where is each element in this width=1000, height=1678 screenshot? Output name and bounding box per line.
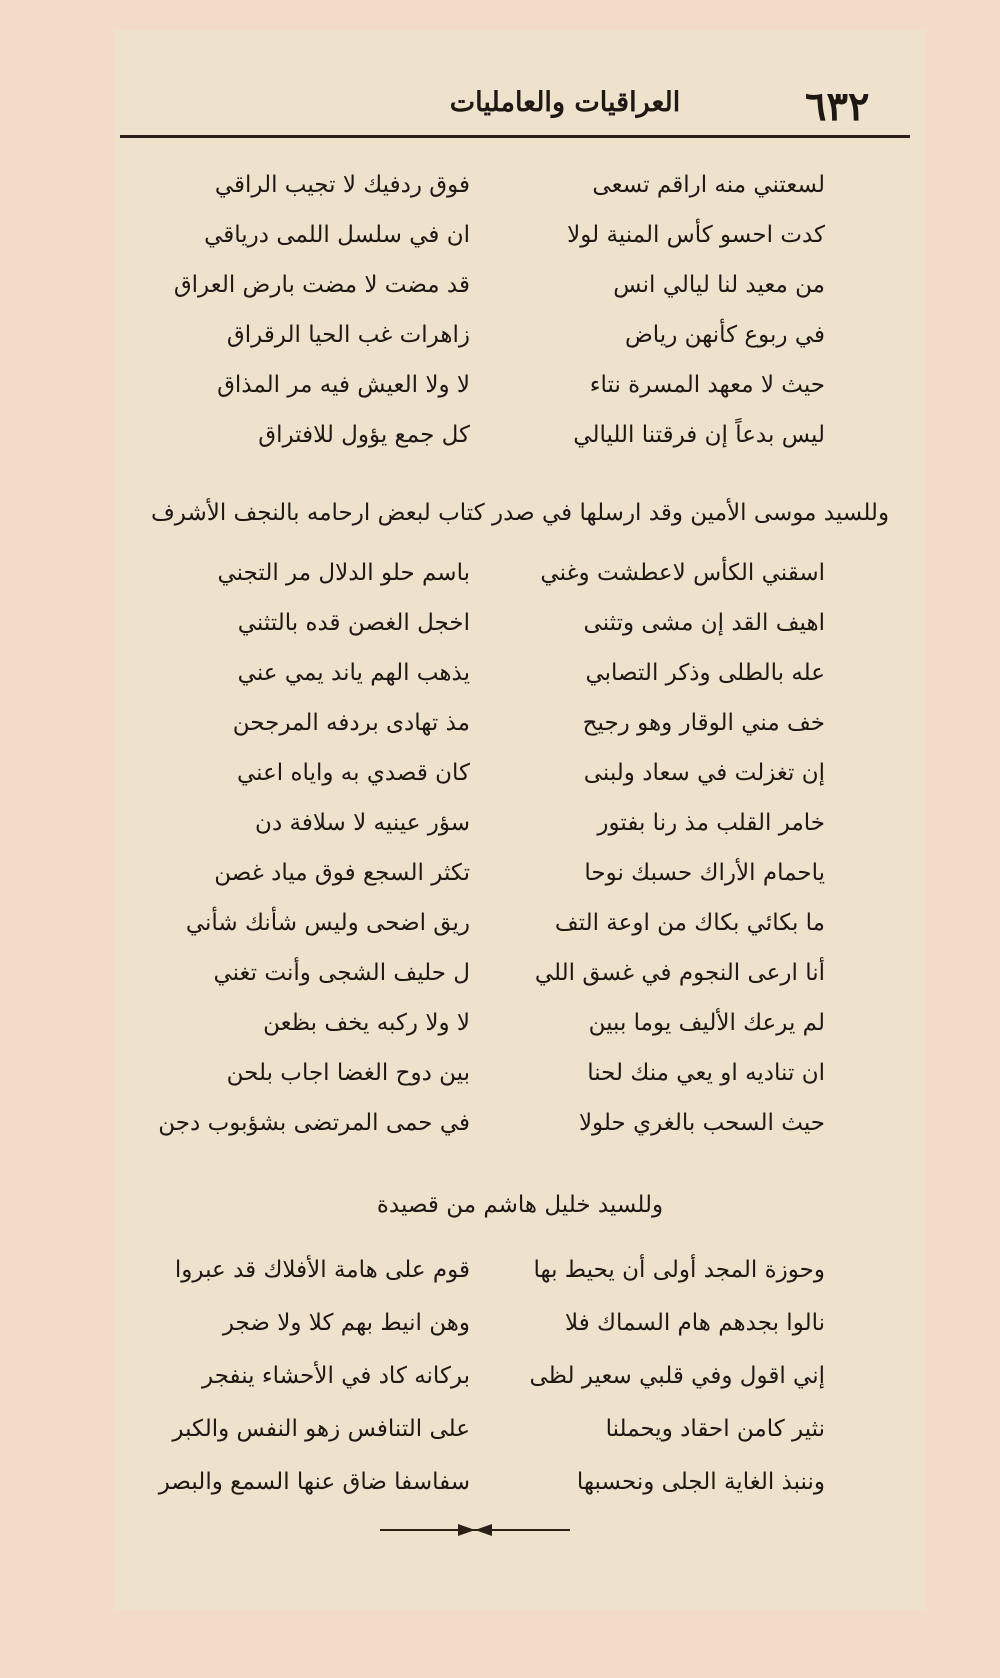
second-hemistich: بين دوح الغضا اجاب بلحن: [226, 1060, 470, 1086]
verse-line: [115, 160, 925, 210]
verse-line: [115, 648, 925, 698]
second-hemistich: لا ولا العيش فيه مر المذاق: [217, 372, 470, 398]
first-hemistich: خامر القلب مذ رنا بفتور: [597, 810, 825, 836]
verse-line: [115, 798, 925, 848]
verse-line: [115, 898, 925, 948]
second-hemistich: ان في سلسل اللمى درياقي: [204, 222, 470, 248]
first-hemistich: خف مني الوقار وهو رجيح: [582, 710, 825, 736]
verse-line: [115, 698, 925, 748]
second-hemistich: سفاسفا ضاق عنها السمع والبصر: [158, 1469, 470, 1495]
verse-line: [115, 998, 925, 1048]
second-hemistich: قوم على هامة الأفلاك قد عبروا: [174, 1257, 470, 1283]
second-hemistich: زاهرات غب الحيا الرقراق: [226, 322, 470, 348]
verse-line: [115, 410, 925, 460]
second-hemistich: بركانه كاد في الأحشاء ينفجر: [202, 1363, 470, 1389]
verse-line: [115, 1098, 925, 1148]
first-hemistich: نالوا بجدهم هام السماك فلا: [565, 1310, 825, 1336]
first-hemistich: في ربوع كأنهن رياض: [624, 322, 825, 348]
second-hemistich: كل جمع يؤول للافتراق: [258, 422, 470, 448]
header-rule: [120, 135, 910, 138]
second-hemistich: في حمى المرتضى بشؤبوب دجن: [158, 1110, 470, 1136]
second-hemistich: مذ تهادى بردفه المرجحن: [232, 710, 470, 736]
first-hemistich: اهيف القد إن مشى وتثنى: [583, 610, 825, 636]
second-hemistich: سؤر عينيه لا سلافة دن: [255, 810, 470, 836]
first-hemistich: نثير كامن احقاد ويحملنا: [605, 1416, 825, 1442]
second-hemistich: تكثر السجع فوق مياد غصن: [214, 860, 470, 886]
page-number: ٦٣٢: [805, 83, 870, 130]
end-ornament: [380, 1520, 570, 1540]
first-hemistich: حيث السحب بالغري حلولا: [578, 1110, 825, 1136]
first-hemistich: وننبذ الغاية الجلى ونحسبها: [576, 1469, 825, 1495]
verse-line: [115, 210, 925, 260]
second-hemistich: قد مضت لا مضت بارض العراق: [173, 272, 470, 298]
first-hemistich: لم يرعك الأليف يوما ببين: [588, 1010, 825, 1036]
verse-line: [115, 948, 925, 998]
second-hemistich: باسم حلو الدلال مر التجني: [217, 560, 470, 586]
second-hemistich: لا ولا ركبه يخف بظعن: [263, 1010, 470, 1036]
second-hemistich: ل حليف الشجى وأنت تغني: [213, 960, 470, 986]
verse-line: [115, 310, 925, 360]
verse-line: [115, 1457, 925, 1507]
first-hemistich: وحوزة المجد أولى أن يحيط بها: [533, 1257, 825, 1283]
verse-line: [115, 1048, 925, 1098]
verse-line: [115, 598, 925, 648]
first-hemistich: من معيد لنا ليالي انس: [613, 272, 825, 298]
running-title: العراقيات والعامليات: [449, 87, 681, 118]
verse-line: [115, 748, 925, 798]
verse-line: [115, 260, 925, 310]
first-hemistich: أنا ارعى النجوم في غسق اللي: [534, 960, 825, 986]
verse-line: [115, 548, 925, 598]
verse-line: [115, 1298, 925, 1348]
verse-line: [115, 1351, 925, 1401]
second-hemistich: فوق ردفيك لا تجيب الراقي: [214, 172, 470, 198]
second-hemistich: كان قصدي به واياه اعني: [236, 760, 470, 786]
second-hemistich: ريق اضحى وليس شأنك شأني: [185, 910, 470, 936]
first-hemistich: إني اقول وفي قلبي سعير لظى: [529, 1363, 825, 1389]
book-page: [115, 30, 925, 1610]
verse-line: [115, 848, 925, 898]
first-hemistich: ليس بدعاً إن فرقتنا الليالي: [573, 422, 825, 448]
verse-line: [115, 1245, 925, 1295]
first-hemistich: ما بكائي بكاك من اوعة التف: [554, 910, 825, 936]
verse-line: [115, 1404, 925, 1454]
first-hemistich: ان تناديه او يعي منك لحنا: [587, 1060, 825, 1086]
first-hemistich: إن تغزلت في سعاد ولبنى: [583, 760, 825, 786]
second-hemistich: وهن انيط بهم كلا ولا ضجر: [222, 1310, 470, 1336]
poem-intro: وللسيد خليل هاشم من قصيدة: [376, 1192, 664, 1218]
first-hemistich: كدت احسو كأس المنية لولا: [567, 222, 825, 248]
verse-line: [115, 360, 925, 410]
first-hemistich: اسقني الكأس لاعطشت وغني: [540, 560, 825, 586]
second-hemistich: يذهب الهم ياند يمي عني: [237, 660, 470, 686]
first-hemistich: ياحمام الأراك حسبك نوحا: [584, 860, 825, 886]
first-hemistich: عله بالطلى وذكر التصابي: [585, 660, 825, 686]
page-header: [115, 75, 925, 135]
first-hemistich: لسعتني منه اراقم تسعى: [592, 172, 825, 198]
first-hemistich: حيث لا معهد المسرة نتاء: [589, 372, 825, 398]
second-hemistich: اخجل الغصن قده بالتثني: [237, 610, 470, 636]
poem-intro: وللسيد موسى الأمين وقد ارسلها في صدر كتاب لبعض ارحامه بالنجف الأشرف: [150, 500, 890, 526]
second-hemistich: على التنافس زهو النفس والكبر: [172, 1416, 470, 1442]
